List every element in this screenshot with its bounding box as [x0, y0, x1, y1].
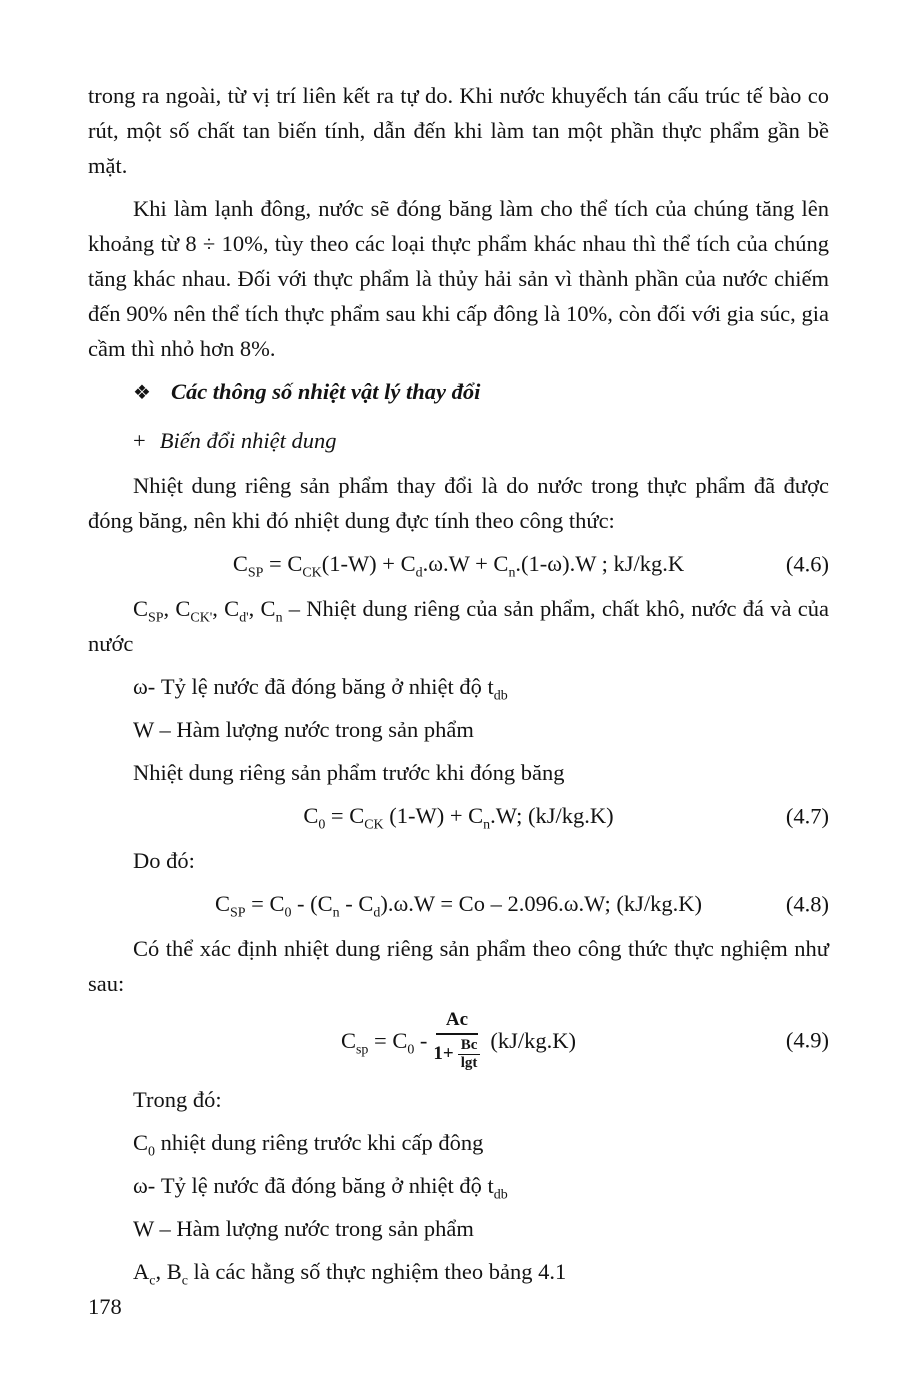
subsection-heading [133, 423, 829, 458]
therefore-line: Do đó: [133, 848, 195, 873]
symbol-definition-omega: ω- Tỷ lệ nước đã đóng băng ở nhiệt độ $t_{db}$ [133, 674, 508, 704]
equation-4-7 [88, 798, 829, 833]
nested-fraction-denominator: lgt [460, 1055, 478, 1072]
equation-4-6-body: $C_{SP} = C_{CK}(1-W) + C_d.\omega.W + C_n.(1-\omega).W$ ; kJ/kg.K [232, 551, 685, 581]
paragraph-heat-capacity-intro: Nhiệt dung riêng sản phẩm thay đổi là do nước trong thực phẩm đã được đóng băng, nên khi đó nhiệt dung đực tính theo công thức: [88, 473, 829, 533]
page-content [88, 78, 829, 1297]
symbol-definition-ab-constants: $A_c$, $B_c$ là các hằng số thực nghiệm theo bảng 4.1 [133, 1258, 567, 1289]
paragraph-continuation: trong ra ngoài, từ vị trí liên kết ra tự do. Khi nước khuyếch tán cấu trúc tế bào co rút, một số chất tan biến tính, dẫn đến khi làm tan một phần thực phẩm gần bề mặt. [88, 83, 829, 178]
equation-4-6 [88, 546, 829, 581]
equation-4-9-lhs: $C_{sp} = C_0$ - [340, 1027, 428, 1058]
where-line: Trong đó: [133, 1086, 222, 1112]
fraction-denominator [433, 1035, 480, 1072]
section-heading-text: Các thông số nhiệt vật lý thay đổi [170, 379, 481, 404]
section-heading [133, 374, 829, 411]
plus-marker: + [133, 428, 146, 453]
equation-4-7-body: $C_0 = C_{CK}$ $(1-W) + C_n.W$; (kJ/kg.K) [303, 803, 614, 833]
equation-4-9 [88, 1009, 829, 1072]
equation-number-4-7: (4.7) [785, 803, 829, 828]
diamond-bullet-icon: ❖ [133, 382, 151, 404]
symbol-definition-w: W – Hàm lượng nước trong sản phẩm [133, 717, 474, 742]
fraction-denominator-prefix: 1+ [433, 1043, 454, 1065]
nested-fraction-numerator: Bc [458, 1037, 481, 1056]
equation-number-4-6: (4.6) [785, 551, 829, 576]
paragraph-empirical-formula: Có thể xác định nhiệt dung riêng sản phẩm theo công thức thực nghiệm như sau: [88, 936, 829, 996]
symbol-definition-c0: $C_0$ nhiệt dung riêng trước khi cấp đông [133, 1129, 484, 1160]
symbol-definition-omega-2: ω- Tỷ lệ nước đã đóng băng ở nhiệt độ $t_{db}$ [133, 1172, 508, 1203]
equation-4-8-body: $C_{SP} = C_0 - (C_n - C_d).\omega.W = Co - 2.096.\omega.W$; (kJ/kg.K) [214, 891, 703, 921]
symbol-definition-w-2: W – Hàm lượng nước trong sản phẩm [133, 1215, 474, 1241]
fraction-numerator: Ac [436, 1009, 478, 1035]
symbol-definition-csp: $C_{SP}$, $C_{CK'}$, $C_{d'}$, $C_n$ – Nhiệt dung riêng của sản phẩm, chất khô, nước đá và của nước [88, 596, 829, 656]
equation-number-4-8: (4.8) [785, 891, 829, 916]
equation-4-9-units: (kJ/kg.K) [490, 1027, 577, 1053]
fraction [433, 1009, 480, 1072]
paragraph-before-freezing: Nhiệt dung riêng sản phẩm trước khi đóng băng [133, 760, 565, 785]
paragraph-freezing-volume: Khi làm lạnh đông, nước sẽ đóng băng làm cho thể tích của chúng tăng lên khoảng từ 8 ÷ 10%, tùy theo các loại thực phẩm khác nhau thì thể tích của chúng tăng khác nhau. Đối với thực phẩm là thủy hải sản vì thành phần của nước chiếm đến 90% nên thể tích thực phẩm sau khi cấp đông là 10%, còn đối với gia súc, gia cầm thì nhỏ hơn 8%. [88, 196, 829, 361]
nested-fraction [458, 1037, 481, 1072]
page-number: 178 [88, 1294, 122, 1319]
subsection-heading-text: Biến đổi nhiệt dung [159, 428, 337, 453]
equation-4-8 [88, 886, 829, 921]
equation-number-4-9: (4.9) [785, 1027, 829, 1053]
